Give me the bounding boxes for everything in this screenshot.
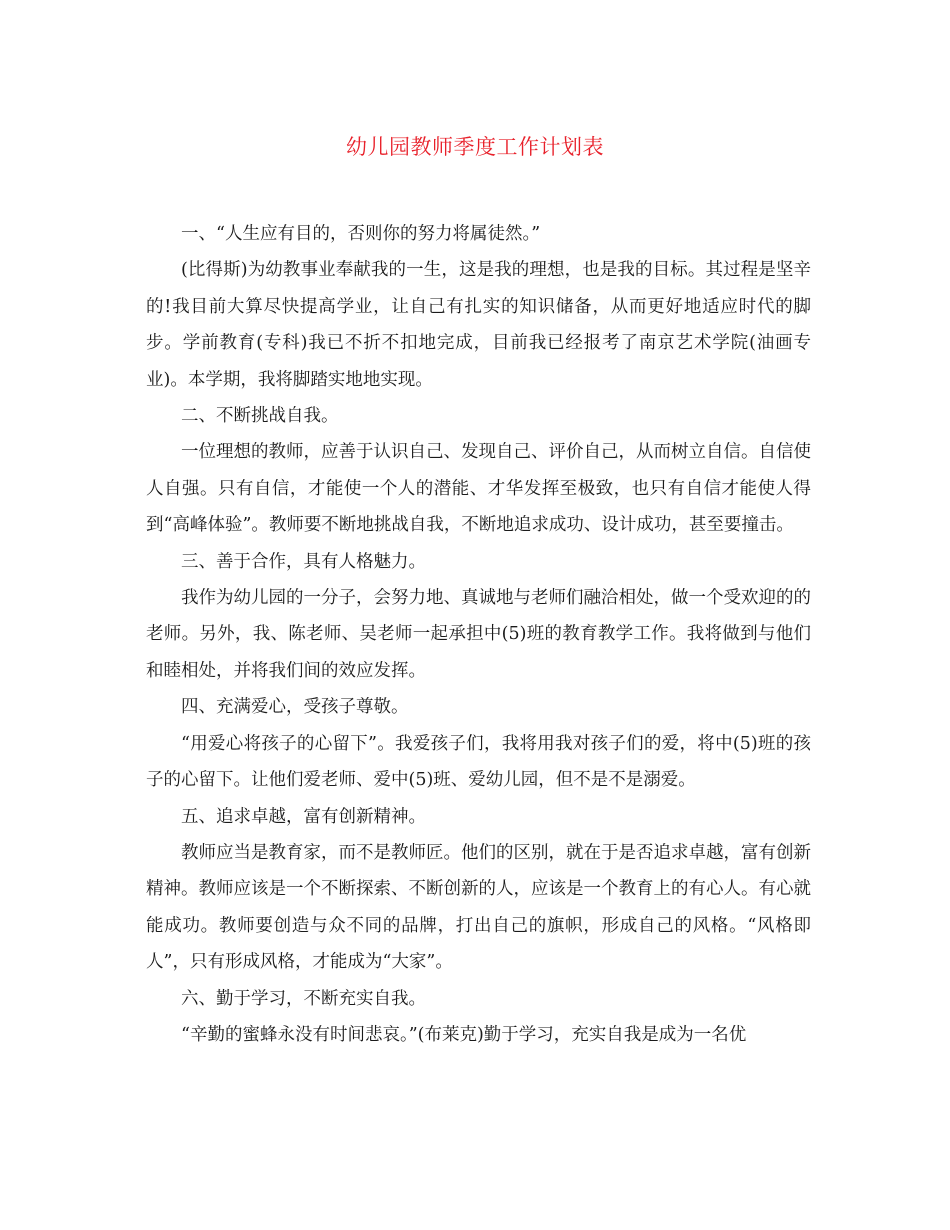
- paragraph-heading-2: 二、不断挑战自我。: [181, 406, 339, 427]
- paragraph-heading-4: 四、充满爱心，受孩子尊敬。: [181, 697, 409, 718]
- document-title: 幼儿园教师季度工作计划表: [346, 135, 604, 159]
- paragraph: 我作为幼儿园的一分子，会努力地、真诚地与老师们融洽相处，做一个受欢迎的的老师。另外，我、陈老师、吴老师一起承担中(5)班的教育教学工作。我将做到与他们和睦相处，并将我们间的效应发挥。: [146, 588, 811, 681]
- paragraph: 教师应当是教育家，而不是教师匠。他们的区别，就在于是否追求卓越，富有创新精神。教师应该是一个不断探索、不断创新的人，应该是一个教育上的有心人。有心就能成功。教师要创造与众不同的品牌，打出自己的旗帜，形成自己的风格。“风格即人”，只有形成风格，才能成为“大家”。: [146, 842, 811, 973]
- paragraph-heading-6: 六、勤于学习，不断充实自我。: [181, 988, 426, 1009]
- paragraph: “辛勤的蜜蜂永没有时间悲哀。”(布莱克)勤于学习，充实自我是成为一名优: [181, 1024, 747, 1045]
- paragraph: “用爱心将孩子的心留下”。我爱孩子们，我将用我对孩子们的爱，将中(5)班的孩子的心留下。让他们爱老师、爱中(5)班、爱幼儿园，但不是不是溺爱。: [146, 733, 811, 791]
- document-body: [146, 216, 811, 1053]
- paragraph: 一位理想的教师，应善于认识自己、发现自己、评价自己，从而树立自信。自信使人自强。只有自信，才能使一个人的潜能、才华发挥至极致，也只有自信才能使人得到“高峰体验”。教师要不断地挑战自我，不断地追求成功、设计成功，甚至要撞击。: [146, 442, 811, 536]
- paragraph-heading-5: 五、追求卓越，富有创新精神。: [181, 806, 426, 827]
- paragraph-heading-1: 一、“人生应有目的，否则你的努力将属徒然。”: [181, 224, 541, 244]
- paragraph: (比得斯)为幼教事业奉献我的一生，这是我的理想，也是我的目标。其过程是坚辛的!我目前大算尽快提高学业，让自己有扎实的知识储备，从而更好地适应时代的脚步。学前教育(专科)我已不折不扣地完成，目前我已经报考了南京艺术学院(油画专业)。本学期，我将脚踏实地地实现。: [146, 260, 811, 390]
- paragraph-heading-3: 三、善于合作，具有人格魅力。: [181, 551, 426, 572]
